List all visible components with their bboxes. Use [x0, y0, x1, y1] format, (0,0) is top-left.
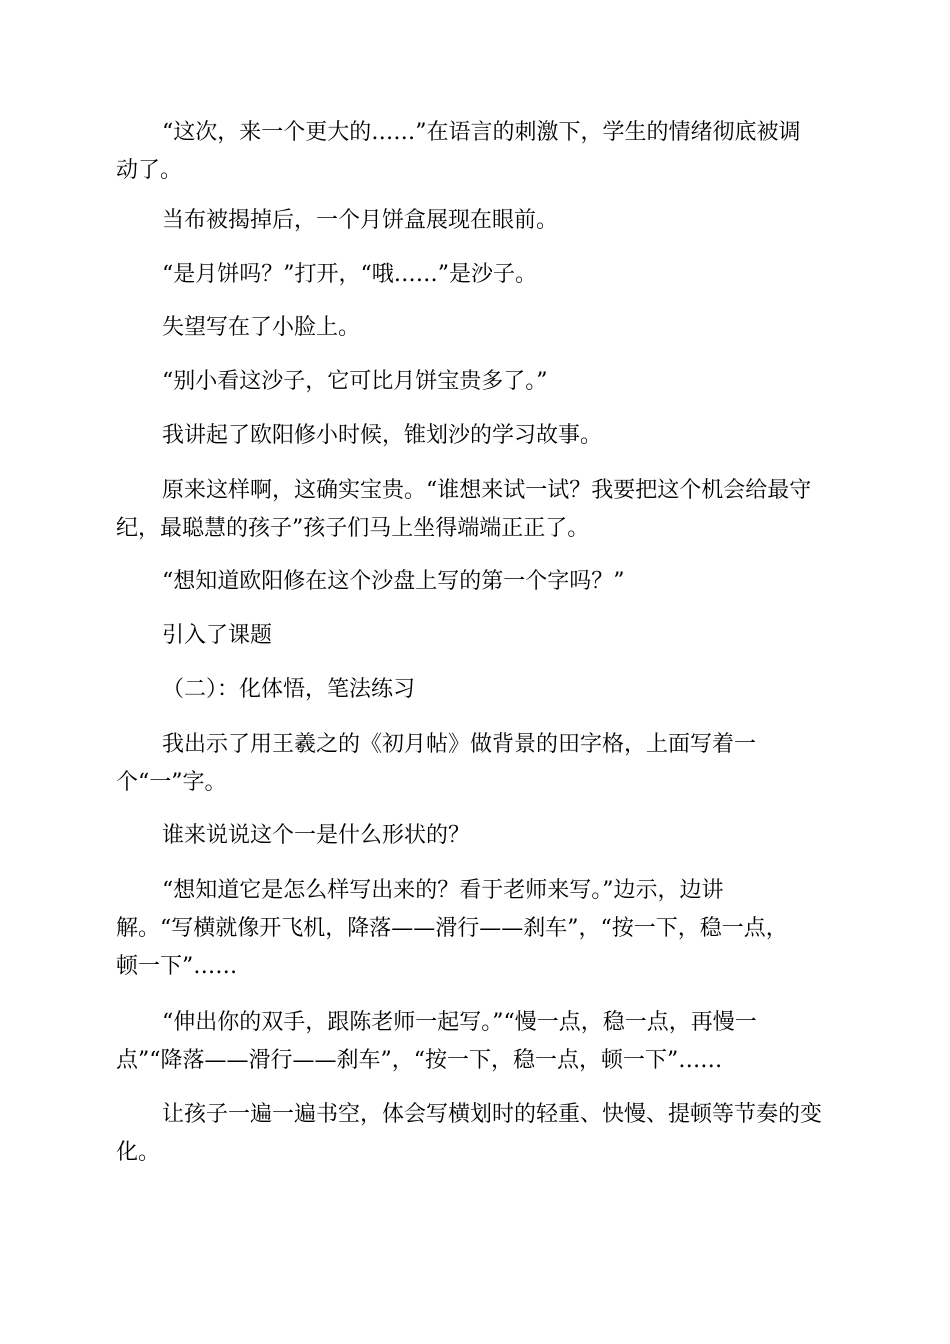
paragraph-line: 引入了课题 [162, 623, 273, 648]
paragraph-3 [116, 256, 836, 294]
paragraph-14 [116, 1004, 836, 1080]
paragraph-6 [116, 417, 836, 455]
paragraph-11 [116, 726, 836, 802]
paragraph-10 [116, 671, 836, 709]
paragraph-12 [116, 817, 836, 855]
section-heading: （二）：化体悟，笔法练习 [162, 677, 416, 702]
paragraph-line: 让孩子一遍一遍书空，体会写横划时的轻重、快慢、提顿等节奏的变 [162, 1102, 823, 1127]
paragraph-line: 解。“写横就像开飞机，降落——滑行——刹车”，“按一下，稳一点， [116, 916, 788, 941]
paragraph-line: 点”“降落——滑行——刹车”，“按一下，稳一点，顿一下”…… [116, 1048, 723, 1073]
paragraph-9 [116, 617, 836, 655]
paragraph-line: 原来这样啊，这确实宝贵。“谁想来试一试？我要把这个机会给最守 [162, 478, 812, 503]
paragraph-1 [116, 114, 836, 190]
paragraph-line: “是月饼吗？”打开，“哦……”是沙子。 [162, 262, 537, 287]
paragraph-line: “这次，来一个更大的……”在语言的刺激下，学生的情绪彻底被调 [162, 120, 801, 145]
paragraph-13 [116, 872, 836, 986]
paragraph-line: “伸出你的双手，跟陈老师一起写。”“慢一点，稳一点，再慢一 [162, 1010, 757, 1035]
paragraph-line: 当布被揭掉后，一个月饼盒展现在眼前。 [162, 208, 559, 233]
paragraph-7 [116, 472, 836, 548]
paragraph-line: “别小看这沙子，它可比月饼宝贵多了。” [162, 369, 548, 394]
paragraph-line: 动了。 [116, 158, 183, 183]
paragraph-8 [116, 563, 836, 601]
paragraph-line: “想知道它是怎么样写出来的？看于老师来写。”边示，边讲 [162, 878, 724, 903]
paragraph-line: 化。 [116, 1140, 161, 1165]
paragraph-15 [116, 1096, 836, 1172]
paragraph-line: 个“一”字。 [116, 770, 227, 795]
paragraph-line: 谁来说说这个一是什么形状的？ [162, 823, 471, 848]
paragraph-line: 纪，最聪慧的孩子”孩子们马上坐得端端正正了。 [116, 516, 590, 541]
paragraph-line: 顿一下”…… [116, 954, 238, 979]
paragraph-line: 我讲起了欧阳修小时候，锥划沙的学习故事。 [162, 423, 603, 448]
paragraph-line: 失望写在了小脸上。 [162, 315, 361, 340]
paragraph-line: 我出示了用王羲之的《初月帖》做背景的田字格，上面写着一 [162, 732, 757, 757]
paragraph-5 [116, 363, 836, 401]
paragraph-4 [116, 309, 836, 347]
paragraph-line: “想知道欧阳修在这个沙盘上写的第一个字吗？” [162, 569, 625, 594]
paragraph-2 [116, 202, 836, 240]
